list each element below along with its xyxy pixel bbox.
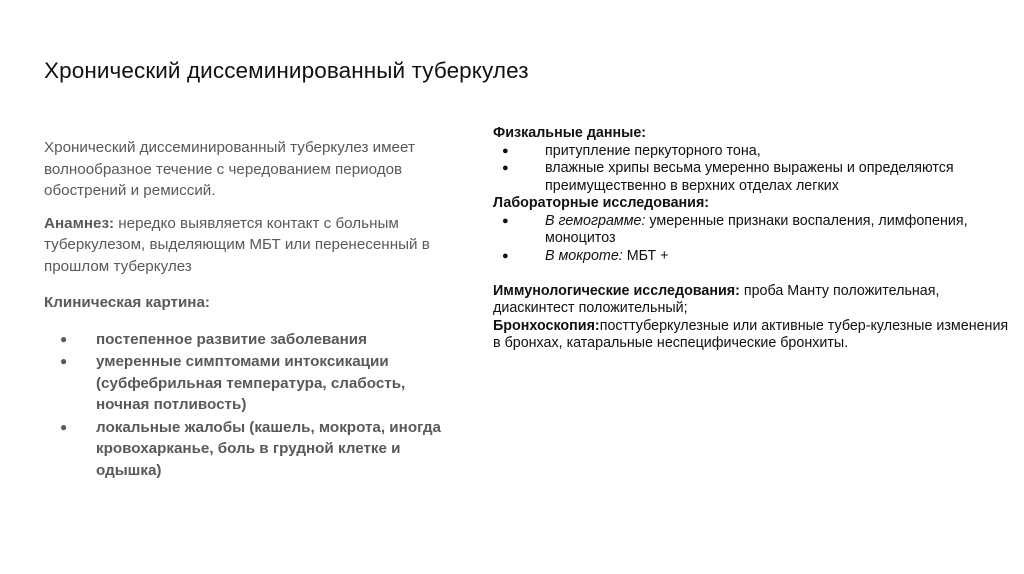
lab-list (493, 213, 1013, 266)
clinical-list (44, 329, 449, 482)
slide-title: Хронический диссеминированный туберкулез (44, 58, 529, 83)
anamnesis-text: нередко выявляется контакт с больным туберкулезом, выделяющим МБТ или перенесенный в прошлом туберкулез (44, 214, 430, 275)
list-item: ● влажные хрипы весьма умеренно выражены и определяются преимущественно в верхних отделах легких (502, 160, 954, 194)
physical-list (493, 143, 1013, 196)
list-item: ● В мокроте: МБТ + (502, 247, 669, 264)
physical-heading: Физкальные данные: (493, 125, 647, 141)
anamnesis-paragraph (44, 213, 449, 278)
list-item: ● притупление перкуторного тона, (502, 142, 761, 159)
clinical-heading: Клиническая картина: (44, 294, 210, 311)
list-item: ● умеренные симптомами интоксикации (субфебрильная температура, слабость, ночная потливость) (60, 353, 406, 413)
immuno-paragraph: Иммунологические исследования: проба Манту положительная, диаскинтест положительный; (493, 282, 940, 316)
bullet-icon: ● (60, 331, 68, 346)
bullet-icon: ● (502, 162, 509, 174)
bullet-icon: ● (502, 144, 509, 157)
broncho-paragraph: Бронхоскопия:посттуберкулезные или активные тубер-кулезные изменения в бронхах, катаральные неспецифические бронхиты. (493, 317, 1009, 351)
lab-heading: Лабораторные исследования: (493, 195, 710, 211)
bullet-icon: ● (60, 419, 68, 434)
bullet-icon: ● (502, 249, 509, 262)
list-item: ● В гемограмме: умеренные признаки воспаления, лимфопения, моноцитоз (502, 212, 968, 246)
list-item: ● постепенное развитие заболевания (44, 329, 449, 351)
right-column (493, 125, 1013, 353)
bullet-icon: ● (502, 214, 509, 227)
list-item: ● локальные жалобы (кашель, мокрота, иногда кровохарканье, боль в грудной клетке и одышка) (60, 418, 441, 479)
bullet-icon: ● (60, 354, 68, 368)
anamnesis-label: Анамнез: (44, 214, 115, 232)
intro-paragraph: Хронический диссеминированный туберкулез имеет волнообразное течение с чередованием периодов обострений и ремиссий. (44, 139, 415, 199)
left-column (44, 137, 449, 482)
